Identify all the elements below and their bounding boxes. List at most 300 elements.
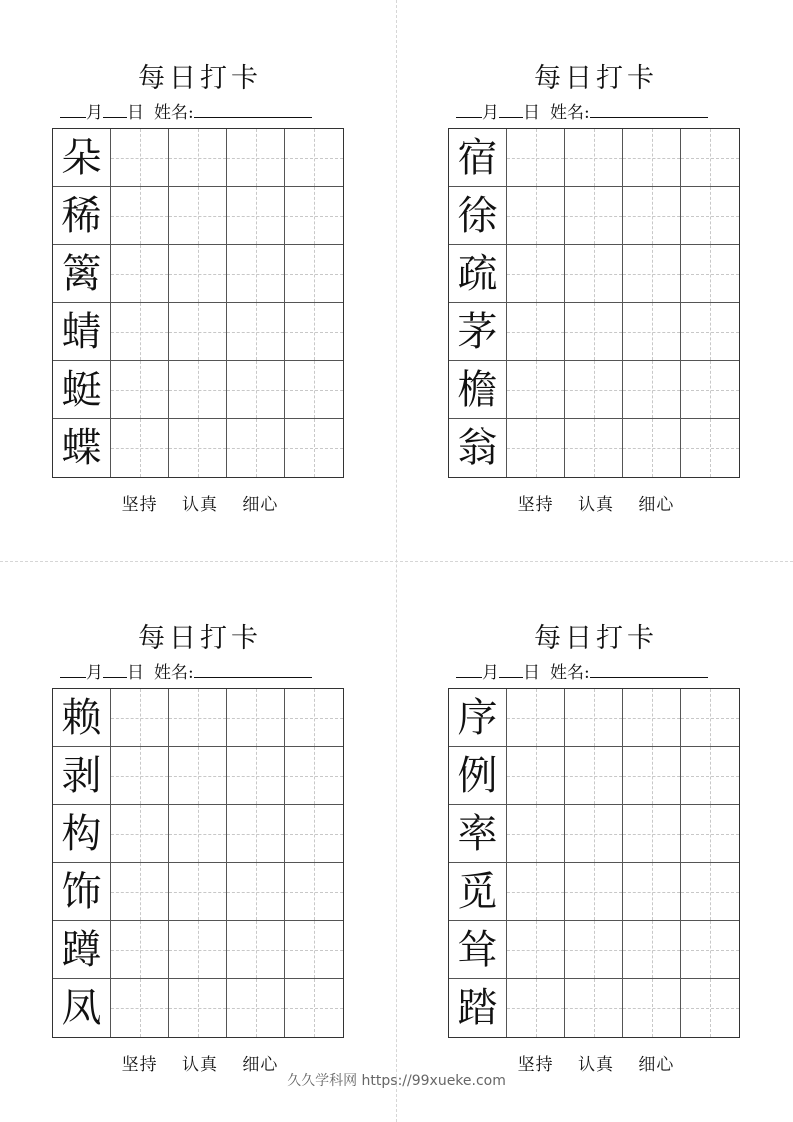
guide-line-horizontal xyxy=(565,776,622,777)
motto-text: 坚持 认真 细心 xyxy=(517,495,675,515)
practice-cell[interactable] xyxy=(111,129,169,187)
guide-line-horizontal xyxy=(507,718,564,719)
guide-line-horizontal xyxy=(227,448,284,449)
guide-line-horizontal xyxy=(169,332,226,333)
guide-line-horizontal xyxy=(681,776,739,777)
practice-cell[interactable] xyxy=(565,129,623,187)
practice-cell[interactable] xyxy=(169,805,227,863)
guide-line-horizontal xyxy=(227,718,284,719)
guide-line-horizontal xyxy=(169,448,226,449)
guide-line-horizontal xyxy=(285,332,343,333)
guide-line-horizontal xyxy=(565,892,622,893)
practice-cell[interactable] xyxy=(507,921,565,979)
practice-cell[interactable] xyxy=(507,689,565,747)
guide-line-horizontal xyxy=(681,274,739,275)
guide-line-horizontal xyxy=(565,158,622,159)
name-label: 姓名: xyxy=(154,103,194,123)
grid-row xyxy=(449,805,739,863)
guide-line-horizontal xyxy=(111,448,168,449)
guide-line-horizontal xyxy=(169,216,226,217)
practice-cell[interactable] xyxy=(169,419,227,477)
practice-cell[interactable] xyxy=(565,863,623,921)
model-character-cell xyxy=(53,689,111,747)
guide-line-horizontal xyxy=(169,834,226,835)
model-character: 宿 xyxy=(457,135,498,181)
day-blank[interactable] xyxy=(499,100,523,118)
model-character: 剥 xyxy=(61,753,102,799)
practice-cell[interactable] xyxy=(565,245,623,303)
guide-line-horizontal xyxy=(285,448,343,449)
day-label: 日 xyxy=(127,663,144,683)
guide-line-horizontal xyxy=(623,718,680,719)
guide-line-horizontal xyxy=(507,274,564,275)
guide-line-horizontal xyxy=(169,274,226,275)
model-character-cell xyxy=(449,747,507,805)
guide-line-horizontal xyxy=(169,892,226,893)
practice-cell[interactable] xyxy=(681,187,739,245)
date-name-line xyxy=(456,660,746,682)
guide-line-horizontal xyxy=(681,1008,739,1009)
card-title: 每日打卡 xyxy=(138,623,262,654)
guide-line-horizontal xyxy=(565,390,622,391)
practice-cell[interactable] xyxy=(623,129,681,187)
name-blank[interactable] xyxy=(194,660,312,678)
model-character-cell xyxy=(53,361,111,419)
grid-row xyxy=(53,979,343,1037)
name-label: 姓名: xyxy=(550,103,590,123)
guide-line-horizontal xyxy=(507,892,564,893)
practice-cell[interactable] xyxy=(565,303,623,361)
guide-line-horizontal xyxy=(285,216,343,217)
month-blank[interactable] xyxy=(456,100,482,118)
model-character-cell xyxy=(53,419,111,477)
model-character-cell xyxy=(449,245,507,303)
writing-grid xyxy=(52,128,344,478)
guide-line-horizontal xyxy=(227,274,284,275)
guide-line-horizontal xyxy=(169,718,226,719)
practice-cell[interactable] xyxy=(285,921,343,979)
guide-line-horizontal xyxy=(169,950,226,951)
guide-line-horizontal xyxy=(227,158,284,159)
grid-row xyxy=(53,863,343,921)
practice-cell[interactable] xyxy=(681,419,739,477)
day-label: 日 xyxy=(127,103,144,123)
grid-row xyxy=(53,805,343,863)
guide-line-horizontal xyxy=(565,718,622,719)
practice-cell[interactable] xyxy=(111,979,169,1037)
guide-line-horizontal xyxy=(623,158,680,159)
guide-line-horizontal xyxy=(285,390,343,391)
model-character: 蹲 xyxy=(61,927,102,973)
model-character: 凤 xyxy=(61,985,102,1031)
grid-row xyxy=(53,689,343,747)
practice-cell[interactable] xyxy=(681,303,739,361)
model-character: 序 xyxy=(457,695,498,741)
grid-row xyxy=(53,419,343,477)
model-character-cell xyxy=(449,361,507,419)
guide-line-horizontal xyxy=(507,158,564,159)
guide-line-horizontal xyxy=(565,332,622,333)
month-blank[interactable] xyxy=(60,100,86,118)
practice-cell[interactable] xyxy=(565,689,623,747)
model-character: 篱 xyxy=(61,251,102,297)
guide-line-horizontal xyxy=(111,332,168,333)
guide-line-horizontal xyxy=(227,390,284,391)
practice-cell[interactable] xyxy=(565,979,623,1037)
model-character-cell xyxy=(53,187,111,245)
practice-cell[interactable] xyxy=(227,689,285,747)
practice-cell[interactable] xyxy=(227,747,285,805)
guide-line-horizontal xyxy=(169,390,226,391)
guide-line-horizontal xyxy=(111,892,168,893)
guide-line-horizontal xyxy=(111,216,168,217)
practice-cell[interactable] xyxy=(623,187,681,245)
practice-cell[interactable] xyxy=(111,747,169,805)
practice-cell[interactable] xyxy=(285,863,343,921)
practice-cell[interactable] xyxy=(565,747,623,805)
guide-line-horizontal xyxy=(285,158,343,159)
guide-line-horizontal xyxy=(111,1008,168,1009)
practice-cell[interactable] xyxy=(169,361,227,419)
date-name-line xyxy=(456,100,746,122)
guide-line-horizontal xyxy=(681,718,739,719)
model-character: 翁 xyxy=(457,425,498,471)
grid-row xyxy=(53,245,343,303)
practice-cell[interactable] xyxy=(681,921,739,979)
guide-line-horizontal xyxy=(285,834,343,835)
practice-cell[interactable] xyxy=(111,419,169,477)
guide-line-horizontal xyxy=(623,950,680,951)
grid-row xyxy=(53,303,343,361)
guide-line-horizontal xyxy=(285,950,343,951)
practice-cell[interactable] xyxy=(227,419,285,477)
grid-row xyxy=(449,921,739,979)
grid-row xyxy=(53,747,343,805)
guide-line-horizontal xyxy=(565,1008,622,1009)
practice-cell[interactable] xyxy=(169,747,227,805)
practice-cell[interactable] xyxy=(227,979,285,1037)
model-character: 耸 xyxy=(457,927,498,973)
model-character: 饰 xyxy=(61,869,102,915)
month-label: 月 xyxy=(482,103,499,123)
practice-cell[interactable] xyxy=(681,805,739,863)
model-character-cell xyxy=(53,129,111,187)
practice-cell[interactable] xyxy=(623,361,681,419)
model-character: 觅 xyxy=(457,869,498,915)
practice-cell[interactable] xyxy=(285,805,343,863)
grid-row xyxy=(53,921,343,979)
model-character-cell xyxy=(449,863,507,921)
practice-cell[interactable] xyxy=(507,863,565,921)
practice-cell[interactable] xyxy=(565,361,623,419)
guide-line-horizontal xyxy=(111,274,168,275)
guide-line-horizontal xyxy=(285,1008,343,1009)
guide-line-horizontal xyxy=(565,448,622,449)
practice-cell[interactable] xyxy=(623,747,681,805)
model-character: 朵 xyxy=(61,135,102,181)
motto-text: 坚持 认真 细心 xyxy=(517,1055,675,1075)
name-label: 姓名: xyxy=(154,663,194,683)
guide-line-horizontal xyxy=(623,776,680,777)
guide-line-horizontal xyxy=(227,950,284,951)
guide-line-horizontal xyxy=(623,390,680,391)
name-blank[interactable] xyxy=(590,100,708,118)
practice-cell[interactable] xyxy=(169,187,227,245)
practice-cell[interactable] xyxy=(507,361,565,419)
practice-cell[interactable] xyxy=(623,805,681,863)
practice-cell[interactable] xyxy=(623,863,681,921)
guide-line-horizontal xyxy=(285,274,343,275)
model-character: 率 xyxy=(457,811,498,857)
guide-line-horizontal xyxy=(227,892,284,893)
model-character-cell xyxy=(53,303,111,361)
practice-cell[interactable] xyxy=(111,245,169,303)
guide-line-horizontal xyxy=(111,718,168,719)
model-character-cell xyxy=(449,419,507,477)
guide-line-horizontal xyxy=(111,834,168,835)
model-character-cell xyxy=(449,689,507,747)
guide-line-horizontal xyxy=(507,1008,564,1009)
guide-line-horizontal xyxy=(285,718,343,719)
name-blank[interactable] xyxy=(194,100,312,118)
practice-cell[interactable] xyxy=(227,921,285,979)
practice-cell[interactable] xyxy=(111,921,169,979)
guide-line-horizontal xyxy=(565,834,622,835)
checkin-card xyxy=(446,62,746,562)
practice-cell[interactable] xyxy=(169,689,227,747)
guide-line-horizontal xyxy=(227,776,284,777)
practice-cell[interactable] xyxy=(227,361,285,419)
practice-cell[interactable] xyxy=(623,979,681,1037)
grid-row xyxy=(53,129,343,187)
model-character: 蝶 xyxy=(61,425,102,471)
practice-cell[interactable] xyxy=(285,361,343,419)
practice-cell[interactable] xyxy=(285,979,343,1037)
guide-line-horizontal xyxy=(507,448,564,449)
guide-line-horizontal xyxy=(507,332,564,333)
checkin-card xyxy=(50,622,350,1122)
model-character: 蜻 xyxy=(61,309,102,355)
guide-line-horizontal xyxy=(623,274,680,275)
grid-row xyxy=(449,863,739,921)
model-character: 蜓 xyxy=(61,367,102,413)
guide-line-horizontal xyxy=(623,332,680,333)
guide-line-horizontal xyxy=(285,776,343,777)
month-label: 月 xyxy=(86,103,103,123)
practice-cell[interactable] xyxy=(285,303,343,361)
practice-cell[interactable] xyxy=(565,805,623,863)
guide-line-horizontal xyxy=(623,1008,680,1009)
practice-cell[interactable] xyxy=(285,187,343,245)
guide-line-horizontal xyxy=(681,950,739,951)
model-character: 檐 xyxy=(457,367,498,413)
guide-line-horizontal xyxy=(681,216,739,217)
practice-cell[interactable] xyxy=(565,419,623,477)
model-character-cell xyxy=(53,747,111,805)
grid-row xyxy=(449,747,739,805)
model-character: 疏 xyxy=(457,251,498,297)
practice-cell[interactable] xyxy=(507,419,565,477)
guide-line-horizontal xyxy=(681,448,739,449)
practice-cell[interactable] xyxy=(507,979,565,1037)
practice-cell[interactable] xyxy=(507,805,565,863)
practice-cell[interactable] xyxy=(227,805,285,863)
practice-cell[interactable] xyxy=(507,303,565,361)
practice-cell[interactable] xyxy=(169,129,227,187)
card-title: 每日打卡 xyxy=(534,63,658,94)
practice-cell[interactable] xyxy=(623,689,681,747)
practice-cell[interactable] xyxy=(681,129,739,187)
model-character-cell xyxy=(449,187,507,245)
guide-line-horizontal xyxy=(681,834,739,835)
practice-cell[interactable] xyxy=(507,129,565,187)
motto-text: 坚持 认真 细心 xyxy=(121,495,279,515)
guide-line-horizontal xyxy=(111,950,168,951)
practice-cell[interactable] xyxy=(681,245,739,303)
practice-cell[interactable] xyxy=(507,187,565,245)
guide-line-horizontal xyxy=(507,216,564,217)
model-character-cell xyxy=(449,129,507,187)
guide-line-horizontal xyxy=(111,390,168,391)
model-character-cell xyxy=(449,805,507,863)
model-character-cell xyxy=(449,303,507,361)
name-blank[interactable] xyxy=(590,660,708,678)
practice-cell[interactable] xyxy=(623,303,681,361)
practice-cell[interactable] xyxy=(285,689,343,747)
practice-cell[interactable] xyxy=(285,245,343,303)
practice-cell[interactable] xyxy=(681,863,739,921)
practice-cell[interactable] xyxy=(623,419,681,477)
practice-cell[interactable] xyxy=(227,187,285,245)
practice-cell[interactable] xyxy=(111,303,169,361)
practice-cell[interactable] xyxy=(169,303,227,361)
model-character: 赖 xyxy=(61,695,102,741)
guide-line-horizontal xyxy=(227,332,284,333)
card-title: 每日打卡 xyxy=(534,623,658,654)
day-label: 日 xyxy=(523,103,540,123)
practice-cell[interactable] xyxy=(285,419,343,477)
grid-row xyxy=(449,129,739,187)
practice-cell[interactable] xyxy=(623,245,681,303)
month-blank[interactable] xyxy=(60,660,86,678)
practice-cell[interactable] xyxy=(111,361,169,419)
guide-line-horizontal xyxy=(507,390,564,391)
practice-cell[interactable] xyxy=(111,187,169,245)
guide-line-horizontal xyxy=(169,158,226,159)
model-character: 例 xyxy=(457,753,498,799)
guide-line-horizontal xyxy=(681,390,739,391)
day-blank[interactable] xyxy=(103,100,127,118)
checkin-card xyxy=(446,622,746,1122)
model-character-cell xyxy=(449,979,507,1037)
guide-line-horizontal xyxy=(623,216,680,217)
practice-cell[interactable] xyxy=(681,979,739,1037)
guide-line-horizontal xyxy=(169,1008,226,1009)
grid-row xyxy=(449,361,739,419)
grid-row xyxy=(53,187,343,245)
practice-cell[interactable] xyxy=(507,245,565,303)
model-character: 构 xyxy=(61,811,102,857)
guide-line-horizontal xyxy=(169,776,226,777)
practice-cell[interactable] xyxy=(169,921,227,979)
model-character-cell xyxy=(53,245,111,303)
writing-grid xyxy=(448,688,740,1038)
guide-line-horizontal xyxy=(681,892,739,893)
grid-row xyxy=(449,689,739,747)
month-label: 月 xyxy=(482,663,499,683)
guide-line-horizontal xyxy=(227,834,284,835)
writing-grid xyxy=(52,688,344,1038)
practice-cell[interactable] xyxy=(169,863,227,921)
checkin-card xyxy=(50,62,350,562)
guide-line-horizontal xyxy=(565,216,622,217)
guide-line-horizontal xyxy=(111,158,168,159)
practice-cell[interactable] xyxy=(111,805,169,863)
guide-line-horizontal xyxy=(285,892,343,893)
practice-cell[interactable] xyxy=(111,863,169,921)
practice-cell[interactable] xyxy=(227,129,285,187)
practice-cell[interactable] xyxy=(681,747,739,805)
date-name-line xyxy=(60,100,350,122)
practice-cell[interactable] xyxy=(227,303,285,361)
practice-cell[interactable] xyxy=(227,245,285,303)
guide-line-horizontal xyxy=(507,950,564,951)
practice-cell[interactable] xyxy=(227,863,285,921)
practice-cell[interactable] xyxy=(623,921,681,979)
model-character: 踏 xyxy=(457,985,498,1031)
day-blank[interactable] xyxy=(103,660,127,678)
writing-grid xyxy=(448,128,740,478)
grid-row xyxy=(449,303,739,361)
day-blank[interactable] xyxy=(499,660,523,678)
card-title: 每日打卡 xyxy=(138,63,262,94)
model-character-cell xyxy=(53,805,111,863)
guide-line-horizontal xyxy=(623,834,680,835)
guide-line-horizontal xyxy=(623,892,680,893)
date-name-line xyxy=(60,660,350,682)
guide-line-horizontal xyxy=(507,776,564,777)
motto-text: 坚持 认真 细心 xyxy=(121,1055,279,1075)
model-character: 茅 xyxy=(457,309,498,355)
model-character-cell xyxy=(53,921,111,979)
practice-cell[interactable] xyxy=(681,361,739,419)
practice-cell[interactable] xyxy=(285,747,343,805)
month-blank[interactable] xyxy=(456,660,482,678)
day-label: 日 xyxy=(523,663,540,683)
practice-cell[interactable] xyxy=(169,979,227,1037)
practice-cell[interactable] xyxy=(285,129,343,187)
practice-cell[interactable] xyxy=(111,689,169,747)
model-character-cell xyxy=(53,979,111,1037)
grid-row xyxy=(449,979,739,1037)
grid-row xyxy=(53,361,343,419)
guide-line-horizontal xyxy=(681,158,739,159)
practice-cell[interactable] xyxy=(507,747,565,805)
practice-cell[interactable] xyxy=(681,689,739,747)
guide-line-horizontal xyxy=(227,1008,284,1009)
model-character: 徐 xyxy=(457,193,498,239)
guide-line-horizontal xyxy=(565,274,622,275)
practice-cell[interactable] xyxy=(565,921,623,979)
grid-row xyxy=(449,187,739,245)
guide-line-horizontal xyxy=(507,834,564,835)
model-character-cell xyxy=(53,863,111,921)
practice-cell[interactable] xyxy=(565,187,623,245)
practice-cell[interactable] xyxy=(169,245,227,303)
month-label: 月 xyxy=(86,663,103,683)
guide-line-horizontal xyxy=(111,776,168,777)
footer-watermark: 久久学科网 https://99xueke.com xyxy=(287,1073,506,1089)
